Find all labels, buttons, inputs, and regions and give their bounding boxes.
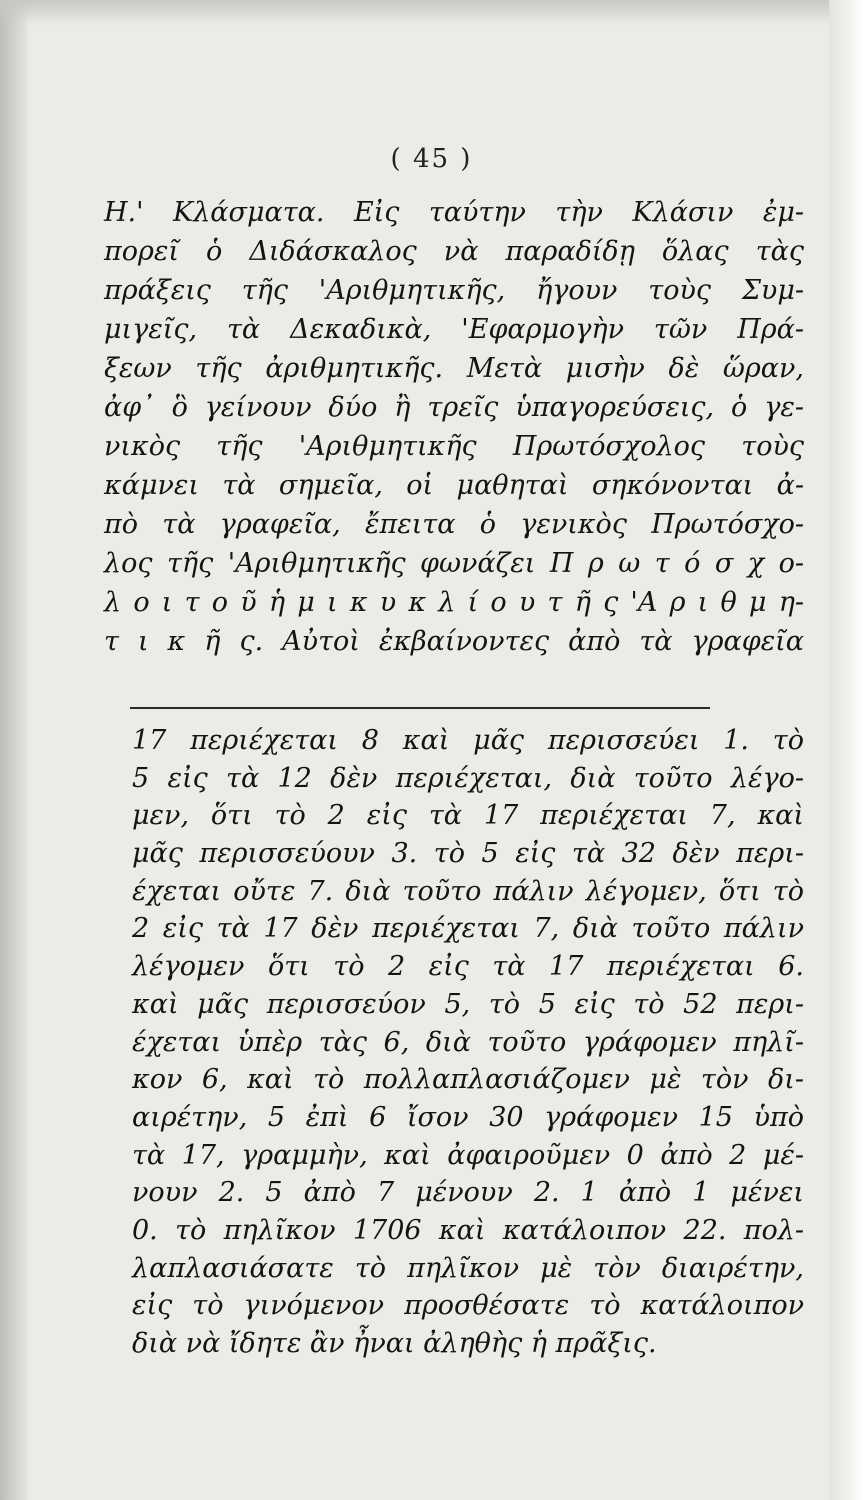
text-line: πὸ τὰ γραφεῖα, ἔπειτα ὁ γενικὸς Πρωτόσχο- [104, 509, 804, 540]
text-line: λ ο ι τ ο ῦ ἡ μ ι κ υ κ λ ί ο υ τ ῆ ς 'Α ρ ι θ μ η- [104, 587, 804, 618]
footnote-line: 0. τὸ πηλῖκον 1706 καὶ κατάλοιπον 22. πολ- [132, 1214, 804, 1246]
page-top-shadow [0, 0, 863, 26]
footnote-line: μεν, ὅτι τὸ 2 εἰς τὰ 17 περιέχεται 7, καὶ [132, 800, 804, 832]
footnote-line: νουν 2. 5 ἀπὸ 7 μένουν 2. 1 ἀπὸ 1 μένει [132, 1177, 804, 1209]
footnote-line: 2 εἰς τὰ 17 δὲν περιέχεται 7, διὰ τοῦτο πάλιν [132, 913, 804, 945]
text-line: τ ι κ ῆ ς. Αὐτοὶ ἐκβαίνοντες ἀπὸ τὰ γραφεῖα [104, 626, 804, 657]
footnote-line: έχεται οὔτε 7. διὰ τοῦτο πάλιν λέγομεν, ὅτι τὸ [132, 875, 804, 907]
text-line: πράξεις τῆς 'Αριθμητικῆς, ἤγουν τοὺς Συμ- [104, 275, 804, 306]
footnote-line: αιρέτην, 5 ἐπὶ 6 ἴσον 30 γράφομεν 15 ὑπὸ [132, 1101, 804, 1133]
page-number: ( 45 ) [390, 144, 473, 174]
footnote-line: έχεται ὑπὲρ τὰς 6, διὰ τοῦτο γράφομεν πηλῖ- [132, 1026, 804, 1058]
text-line: Η.' Κλάσματα. Εἰς ταύτην τὴν Κλάσιν ἐμ- [104, 197, 804, 228]
text-line: πορεῖ ὁ Διδάσκαλος νὰ παραδίδῃ ὅλας τὰς [104, 236, 804, 267]
footnote-line: 5 εἰς τὰ 12 δὲν περιέχεται, διὰ τοῦτο λέγο- [132, 762, 804, 794]
footnote-line: διὰ νὰ ἴδητε ἂν ἦναι ἀληθὴς ἡ πρᾶξις. [132, 1328, 657, 1359]
page-gutter-shadow [0, 0, 28, 1500]
text-line: λος τῆς 'Αριθμητικῆς φωνάζει Π ρ ω τ ό σ χ ο- [104, 548, 804, 579]
text-line: ἀφ᾽ ὃ γείνουν δύο ἢ τρεῖς ὑπαγορεύσεις, ὁ γε- [104, 392, 804, 423]
footnote-line: τὰ 17, γραμμὴν, καὶ ἀφαιροῦμεν 0 ἀπὸ 2 μέ- [132, 1139, 804, 1171]
footnote-line: εἰς τὸ γινόμενον προσθέσατε τὸ κατάλοιπον [132, 1290, 804, 1322]
footnote-separator-rule [130, 707, 710, 709]
footnote-text [132, 722, 804, 1363]
footnote-line: κον 6, καὶ τὸ πολλαπλασιάζομεν μὲ τὸν δι- [132, 1064, 804, 1096]
text-line: ξεων τῆς ἀριθμητικῆς. Μετὰ μισὴν δὲ ὥραν, [104, 353, 804, 384]
text-line: κάμνει τὰ σημεῖα, οἱ μαθηταὶ σηκόνονται ἀ- [104, 470, 804, 501]
page-right-edge [829, 0, 863, 1500]
text-line: μιγεῖς, τὰ Δεκαδικὰ, 'Εφαρμογὴν τῶν Πρά- [104, 314, 804, 345]
footnote-line: 17 περιέχεται 8 καὶ μᾶς περισσεύει 1. τὸ [132, 725, 804, 756]
footnote-line: καὶ μᾶς περισσεύον 5, τὸ 5 εἰς τὸ 52 περι- [132, 988, 804, 1020]
text-line: νικὸς τῆς 'Αριθμητικῆς Πρωτόσχολος τοὺς [104, 431, 804, 462]
main-text [104, 193, 804, 661]
footnote-line: λέγομεν ὅτι τὸ 2 εἰς τὰ 17 περιέχεται 6. [132, 951, 804, 983]
footnote-line: λαπλασιάσατε τὸ πηλῖκον μὲ τὸν διαιρέτην, [132, 1252, 804, 1284]
footnote-line: μᾶς περισσεύουν 3. τὸ 5 εἰς τὰ 32 δὲν περι- [132, 838, 804, 870]
